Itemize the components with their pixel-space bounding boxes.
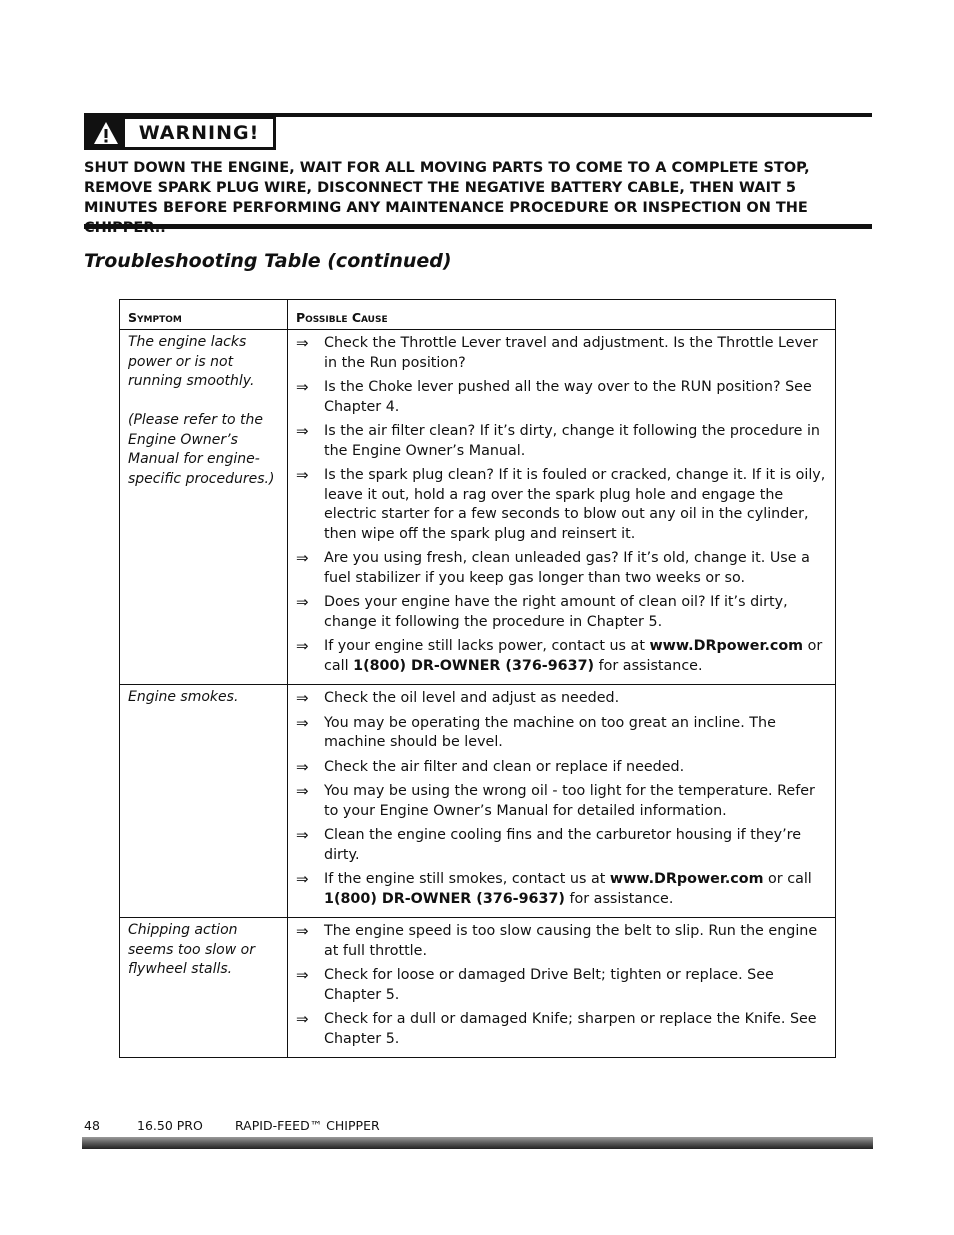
arrow-icon: ⇒ — [296, 870, 309, 888]
cause-item — [296, 689, 829, 709]
arrow-icon: ⇒ — [296, 757, 309, 776]
symptom-cell — [120, 685, 288, 918]
cause-item — [296, 593, 829, 632]
footer-product: RAPID-FEED™ CHIPPER — [235, 1118, 380, 1133]
cause-text: Is the Choke lever pushed all the way over to the RUN position? See Chapter 4. — [324, 379, 812, 415]
cause-item — [296, 334, 829, 373]
cause-text: Check the air filter and clean or replace if needed. — [324, 758, 685, 775]
symptom-text: Chipping action seems too slow or flywheel stalls. — [128, 922, 255, 977]
cause-text: The engine speed is too slow causing the belt to slip. Run the engine at full throttle. — [324, 923, 818, 959]
cause-item — [296, 966, 829, 1005]
cause-cell — [288, 685, 836, 918]
table-row — [120, 918, 836, 1058]
arrow-icon: ⇒ — [296, 966, 309, 984]
cause-text: Clean the engine cooling fins and the carburetor housing if they’re dirty. — [324, 827, 802, 863]
cause-item — [296, 714, 829, 753]
warning-text: SHUT DOWN THE ENGINE, WAIT FOR ALL MOVING PARTS TO COME TO A COMPLETE STOP, REMOVE SPARK PLUG WIRE, DISCONNECT THE NEGATIVE BATTERY CABLE, THEN WAIT 5 MINUTES BEFORE PERFORMING ANY MAINTENANCE PROCEDURE OR INSPECTION ON THE — [84, 160, 810, 216]
column-header-symptom: Symptom — [120, 300, 288, 330]
cause-text-segment: for assistance. — [564, 890, 674, 907]
arrow-icon: ⇒ — [296, 549, 309, 567]
footer-model: 16.50 PRO — [137, 1118, 203, 1133]
cause-item — [296, 549, 829, 588]
footer-rule — [82, 1137, 873, 1149]
arrow-icon: ⇒ — [296, 466, 309, 484]
warning-triangle-icon — [87, 119, 125, 147]
cause-text: Check the Throttle Lever travel and adjustment. Is the Throttle Lever in the Run position? — [324, 335, 818, 371]
symptom-cell — [120, 918, 288, 1058]
phone-number: 1(800) DR-OWNER (376-9637) — [324, 890, 565, 907]
warning-label: WARNING! — [138, 122, 260, 144]
cause-text: You may be operating the machine on too great an incline. The machine should be level. — [324, 714, 776, 750]
symptom-text: The engine lacks power or is not running smoothly. — [128, 334, 255, 389]
arrow-icon: ⇒ — [296, 713, 309, 732]
page-title: Troubleshooting Table (continued) — [84, 250, 452, 272]
arrow-icon: ⇒ — [296, 334, 309, 352]
cause-text-segment: for assistance. — [594, 657, 703, 674]
cause-text: Is the air filter clean? If it’s dirty, change it following the procedure in the Engine Owner’s Manual. — [324, 423, 820, 459]
cause-cell — [288, 330, 836, 685]
cause-item — [296, 422, 829, 461]
symptom-cell — [120, 330, 288, 685]
cause-text: Are you using fresh, clean unleaded gas? If it’s old, change it. Use a fuel stabilizer if you keep gas longer than two weeks or so. — [324, 550, 810, 586]
arrow-icon: ⇒ — [296, 378, 309, 396]
arrow-icon: ⇒ — [296, 593, 309, 611]
troubleshooting-table — [119, 299, 836, 1058]
website-link[interactable]: www.DRpower.com — [609, 871, 764, 887]
arrow-icon: ⇒ — [296, 422, 309, 440]
arrow-icon: ⇒ — [296, 637, 309, 655]
phone-number: 1(800) DR-OWNER (376-9637) — [353, 657, 595, 674]
cause-item — [296, 922, 829, 961]
arrow-icon: ⇒ — [296, 1010, 309, 1028]
cause-text: You may be using the wrong oil - too light for the temperature. Refer to your Engine Owner’s Manual for detailed information. — [324, 783, 815, 819]
cause-text-segment: or call — [763, 871, 812, 887]
warning-badge — [84, 116, 276, 150]
cause-text-segment: or call — [324, 638, 823, 674]
warning-bottom-rule — [84, 224, 872, 229]
table-body — [120, 330, 836, 1058]
cause-text: Check for a dull or damaged Knife; sharpen or replace the Knife. See Chapter 5. — [324, 1011, 817, 1047]
cause-text — [324, 637, 829, 676]
arrow-icon: ⇒ — [296, 826, 309, 844]
arrow-icon: ⇒ — [296, 689, 309, 707]
cause-item — [296, 870, 829, 909]
cause-item — [296, 378, 829, 417]
cause-item — [296, 466, 829, 544]
arrow-icon: ⇒ — [296, 782, 309, 800]
cause-cell — [288, 918, 836, 1058]
cause-item — [296, 782, 829, 821]
symptom-text: Engine smokes. — [128, 689, 239, 705]
cause-text-segment: If your engine still lacks power, contact us at — [324, 638, 650, 654]
cause-item — [296, 758, 829, 778]
table-row — [120, 330, 836, 685]
cause-text-segment: If the engine still smokes, contact us at — [324, 871, 610, 887]
cause-item — [296, 826, 829, 865]
column-header-cause: Possible Cause — [288, 300, 836, 330]
symptom-note: (Please refer to the Engine Owner’s Manual for engine-specific procedures.) — [128, 412, 275, 487]
arrow-icon: ⇒ — [296, 922, 309, 940]
page-number: 48 — [84, 1118, 100, 1133]
cause-item — [296, 1010, 829, 1049]
cause-text — [324, 870, 829, 909]
cause-text: Does your engine have the right amount of clean oil? If it’s dirty, change it following the procedure in Chapter 5. — [324, 594, 788, 630]
cause-text: Is the spark plug clean? If it is fouled or cracked, change it. If it is oily, leave it out, hold a rag over the spark plug hole and engage the electric starter for a few seconds to blow out any oil in the cylinder, then wipe off the spark plug and reinsert it. — [324, 467, 826, 542]
cause-item — [296, 637, 829, 676]
table-header-row — [120, 300, 836, 330]
table-row — [120, 685, 836, 918]
website-link[interactable]: www.DRpower.com — [649, 638, 804, 654]
cause-text: Check the oil level and adjust as needed. — [324, 690, 620, 706]
cause-text: Check for loose or damaged Drive Belt; tighten or replace. See Chapter 5. — [324, 967, 774, 1003]
